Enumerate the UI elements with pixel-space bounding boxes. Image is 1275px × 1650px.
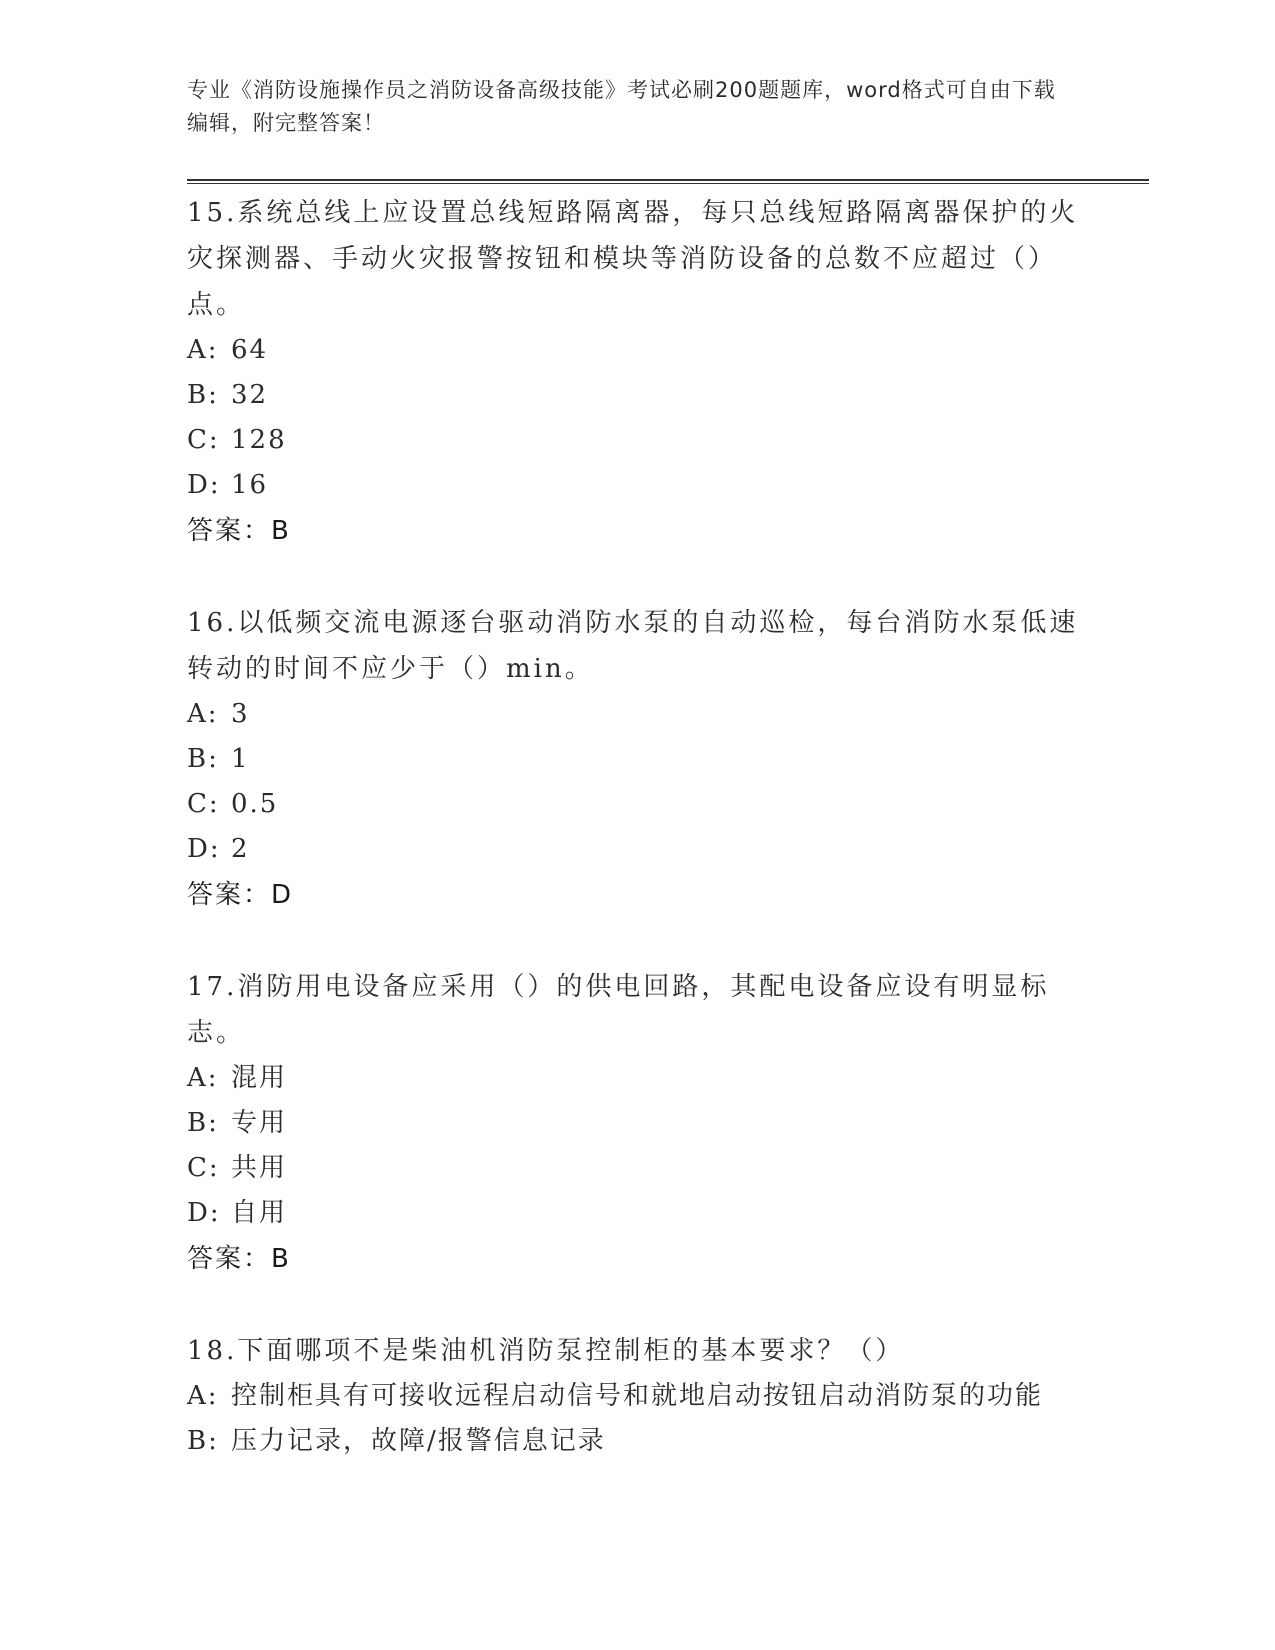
question-list — [187, 190, 1087, 1510]
answer-line: 答案：D — [187, 880, 294, 910]
option-letter: A: — [187, 335, 219, 365]
option-letter: C: — [187, 425, 220, 455]
option-text: 128 — [231, 425, 287, 455]
answer-line: 答案：B — [187, 1244, 291, 1274]
option-list — [187, 692, 1087, 872]
question-16 — [187, 600, 1087, 918]
question-text: 15.系统总线上应设置总线短路隔离器，每只总线短路隔离器保护的火灾探测器、手动火灾报警按钮和模块等消防设备的总数不应超过（）点。 — [187, 198, 1079, 320]
option-text: 2 — [231, 834, 250, 864]
option-a — [187, 1056, 1087, 1101]
option-d — [187, 1191, 1087, 1236]
question-text: 18.下面哪项不是柴油机消防泵控制柜的基本要求？（） — [187, 1336, 905, 1366]
option-d — [187, 827, 1087, 872]
question-text: 16.以低频交流电源逐台驱动消防水泵的自动巡检，每台消防水泵低速转动的时间不应少于（）min。 — [187, 608, 1079, 684]
option-text: 控制柜具有可接收远程启动信号和就地启动按钮启动消防泵的功能 — [231, 1381, 1044, 1411]
option-b — [187, 373, 1087, 418]
option-text: 16 — [231, 470, 269, 500]
option-letter: D: — [187, 834, 221, 864]
option-d — [187, 463, 1087, 508]
question-text: 17.消防用电设备应采用（）的供电回路，其配电设备应设有明显标志。 — [187, 972, 1050, 1048]
option-text: 共用 — [231, 1153, 288, 1183]
option-list — [187, 328, 1087, 508]
option-list — [187, 1374, 1087, 1464]
option-letter: C: — [187, 1153, 220, 1183]
option-text: 0.5 — [231, 789, 279, 819]
option-letter: B: — [187, 1426, 219, 1456]
option-letter: D: — [187, 1198, 221, 1228]
option-text: 1 — [231, 744, 250, 774]
option-text: 专用 — [231, 1108, 288, 1138]
option-text: 32 — [231, 380, 269, 410]
header-divider — [187, 179, 1149, 181]
option-letter: A: — [187, 699, 219, 729]
option-c — [187, 1146, 1087, 1191]
option-text: 3 — [231, 699, 250, 729]
option-text: 混用 — [231, 1063, 288, 1093]
option-a — [187, 1374, 1087, 1419]
option-list — [187, 1056, 1087, 1236]
option-letter: A: — [187, 1063, 219, 1093]
option-letter: C: — [187, 789, 220, 819]
option-text: 自用 — [231, 1198, 288, 1228]
question-18 — [187, 1328, 1087, 1464]
option-b — [187, 1419, 1087, 1464]
option-letter: A: — [187, 1381, 219, 1411]
question-17 — [187, 964, 1087, 1282]
option-letter: D: — [187, 470, 221, 500]
document-header: 专业《消防设施操作员之消防设备高级技能》考试必刷200题题库，word格式可自由下载编辑，附完整答案！ — [187, 78, 1056, 135]
question-15 — [187, 190, 1087, 554]
option-b — [187, 1101, 1087, 1146]
option-text: 64 — [231, 335, 269, 365]
option-text: 压力记录，故障/报警信息记录 — [231, 1426, 606, 1456]
header-divider-thin — [187, 183, 1149, 184]
option-letter: B: — [187, 380, 219, 410]
option-c — [187, 782, 1087, 827]
option-c — [187, 418, 1087, 463]
option-letter: B: — [187, 1108, 219, 1138]
option-letter: B: — [187, 744, 219, 774]
option-b — [187, 737, 1087, 782]
answer-line: 答案：B — [187, 516, 291, 546]
option-a — [187, 692, 1087, 737]
option-a — [187, 328, 1087, 373]
